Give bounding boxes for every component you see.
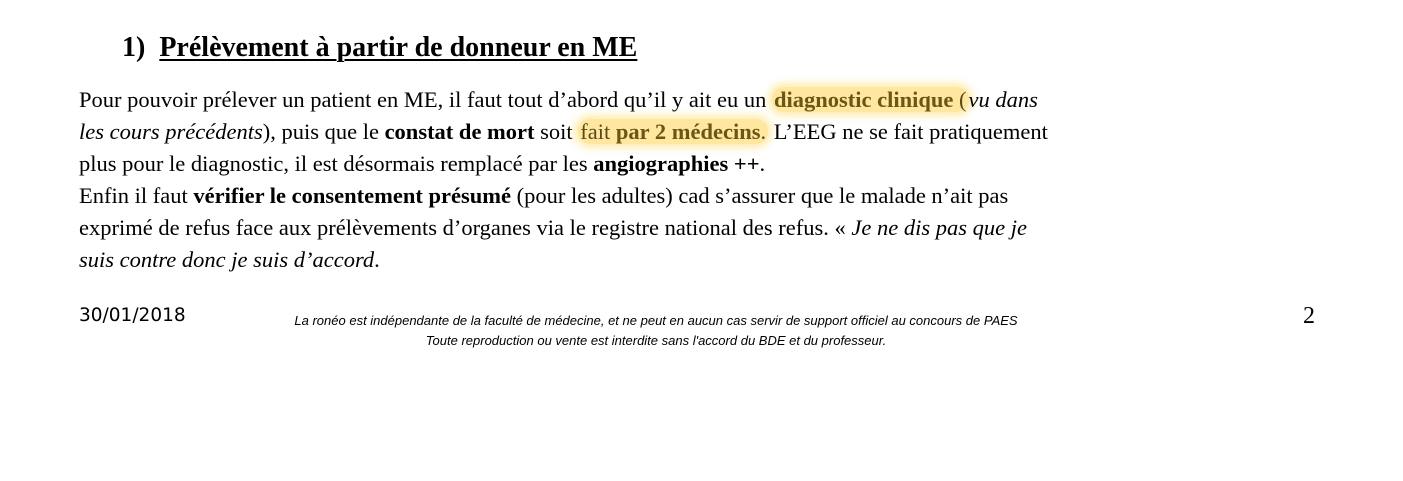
text-run: . — [759, 151, 766, 176]
highlight — [578, 119, 768, 144]
text-run: ( — [953, 87, 967, 112]
italic-text: Je ne dis pas que je — [851, 215, 1027, 240]
text-run: . — [760, 119, 767, 144]
text-line — [79, 116, 1339, 148]
bold-text: vérifier le consentement présumé — [193, 183, 511, 208]
text-run: exprimé de refus face aux prélèvements d’organes via le registre national des refus. « — [79, 215, 852, 240]
paragraph-diagnosis — [79, 84, 1339, 180]
footer-disclaimer-line: La ronéo est indépendante de la faculté de médecine, et ne peut en aucun cas servir de support officiel au concours de PAES — [294, 313, 1018, 328]
text-run: fait — [580, 119, 616, 144]
bold-text: angiographies ++ — [593, 151, 760, 176]
bold-text: constat de mort — [384, 119, 535, 144]
text-run: (pour les adultes) cad s’assurer que le malade n’ait pas — [510, 183, 1009, 208]
bold-text: diagnostic clinique — [773, 87, 954, 112]
text-run: soit — [534, 119, 579, 144]
bold-text: par 2 médecins — [615, 119, 761, 144]
italic-text: les cours précédents — [79, 119, 263, 144]
text-run: L’EEG ne se fait pratiquement — [768, 119, 1048, 144]
text-line — [79, 180, 1339, 212]
text-line — [79, 84, 1339, 116]
text-run: plus pour le diagnostic, il est désormais remplacé par les — [79, 151, 594, 176]
section-heading — [122, 30, 637, 66]
page-number: 2 — [1303, 303, 1315, 329]
footer-date: 30/01/2018 — [79, 305, 186, 326]
section-number: 1) — [122, 32, 146, 63]
highlight — [772, 87, 969, 112]
text-run: Pour pouvoir prélever un patient en ME, il faut tout d’abord qu’il y ait eu un — [79, 87, 772, 112]
footer-disclaimer — [256, 311, 1056, 351]
text-run: Enfin il faut — [79, 183, 194, 208]
section-title: Prélèvement à partir de donneur en ME — [159, 32, 638, 63]
text-line — [79, 244, 1339, 276]
text-line — [79, 148, 1339, 180]
footer-disclaimer-line: Toute reproduction ou vente est interdite sans l'accord du BDE et du professeur. — [425, 333, 887, 348]
text-run: . — [374, 247, 380, 272]
italic-text: vu dans — [968, 87, 1038, 112]
paragraph-consent — [79, 180, 1339, 276]
italic-text: suis contre donc je suis d’accord — [79, 247, 375, 272]
text-run: ), puis que le — [262, 119, 385, 144]
text-line — [79, 212, 1339, 244]
